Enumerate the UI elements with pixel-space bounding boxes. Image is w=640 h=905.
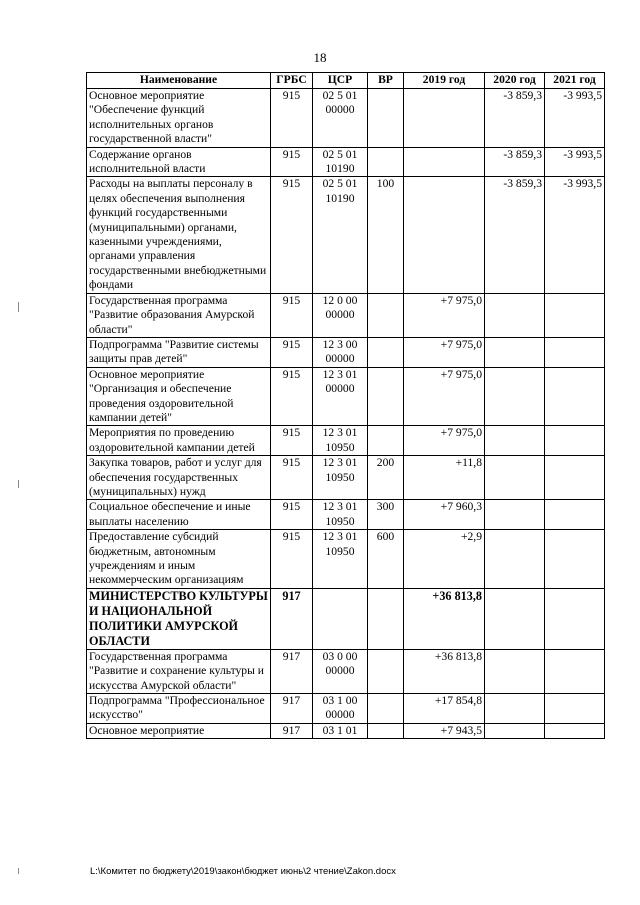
cell-vr: 600: [368, 530, 404, 589]
cell-vr: 200: [368, 456, 404, 500]
cell-y2019: +7 960,3: [404, 500, 485, 530]
cell-name: Основное мероприятие "Обеспечение функций исполнительных органов государственной власти": [87, 89, 271, 148]
cell-y2020: [485, 694, 545, 724]
cell-y2021: [545, 500, 605, 530]
cell-name: Государственная программа "Развитие и сохранение культуры и искусства Амурской области": [87, 649, 271, 693]
cell-y2020: [485, 456, 545, 500]
cell-name: Основное мероприятие: [87, 723, 271, 738]
cell-y2021: [545, 337, 605, 367]
cell-grbs: 915: [271, 147, 313, 177]
cell-y2019: +7 975,0: [404, 426, 485, 456]
cell-name: Предоставление субсидий бюджетным, автономным учреждениям и иным некоммерческим организациям: [87, 530, 271, 589]
cell-csr: 12 3 01 10950: [313, 500, 368, 530]
cell-y2020: [485, 426, 545, 456]
table-row: [87, 456, 605, 500]
table-row: [87, 723, 605, 738]
header-2021: 2021 год: [545, 73, 605, 89]
header-2020: 2020 год: [485, 73, 545, 89]
cell-grbs: 917: [271, 694, 313, 724]
cell-vr: [368, 337, 404, 367]
cell-y2020: -3 859,3: [485, 177, 545, 293]
cell-csr: 12 3 00 00000: [313, 337, 368, 367]
cell-y2021: -3 993,5: [545, 147, 605, 177]
cell-y2019: +36 813,8: [404, 649, 485, 693]
cell-y2021: [545, 530, 605, 589]
cell-y2019: +2,9: [404, 530, 485, 589]
cell-grbs: 917: [271, 723, 313, 738]
cell-grbs: 915: [271, 530, 313, 589]
table-row: [87, 426, 605, 456]
scan-mark: [18, 868, 19, 874]
cell-y2020: -3 859,3: [485, 89, 545, 148]
cell-name: Расходы на выплаты персоналу в целях обеспечения выполнения функций государственными (муниципальными) органами, казенными учреждениями, органами управления государственными внебюджетными фондами: [87, 177, 271, 293]
cell-y2021: [545, 367, 605, 426]
cell-vr: [368, 89, 404, 148]
cell-grbs: 915: [271, 426, 313, 456]
cell-y2020: [485, 337, 545, 367]
table-row: [87, 177, 605, 293]
cell-y2019: +7 975,0: [404, 293, 485, 337]
cell-y2021: [545, 649, 605, 693]
cell-csr: 03 0 00 00000: [313, 649, 368, 693]
cell-name: Подпрограмма "Профессиональное искусство": [87, 694, 271, 724]
cell-name: Основное мероприятие "Организация и обеспечение проведения оздоровительной кампании детей": [87, 367, 271, 426]
cell-grbs: 915: [271, 337, 313, 367]
cell-y2019: +7 975,0: [404, 367, 485, 426]
table-row: [87, 649, 605, 693]
cell-csr: 12 3 01 00000: [313, 367, 368, 426]
header-2019: 2019 год: [404, 73, 485, 89]
cell-grbs: 915: [271, 456, 313, 500]
cell-grbs: 915: [271, 293, 313, 337]
header-grbs: ГРБС: [271, 73, 313, 89]
cell-vr: 300: [368, 500, 404, 530]
table-body: [87, 89, 605, 739]
cell-y2021: [545, 426, 605, 456]
cell-y2019: +36 813,8: [404, 588, 485, 649]
scan-mark: [18, 480, 19, 488]
cell-y2019: [404, 147, 485, 177]
cell-vr: [368, 147, 404, 177]
cell-y2020: [485, 500, 545, 530]
cell-csr: 02 5 01 10190: [313, 177, 368, 293]
cell-vr: [368, 367, 404, 426]
cell-name: МИНИСТЕРСТВО КУЛЬТУРЫ И НАЦИОНАЛЬНОЙ ПОЛИТИКИ АМУРСКОЙ ОБЛАСТИ: [87, 588, 271, 649]
cell-csr: 03 1 01: [313, 723, 368, 738]
cell-y2021: [545, 588, 605, 649]
cell-y2021: [545, 456, 605, 500]
cell-grbs: 917: [271, 588, 313, 649]
cell-y2019: +17 854,8: [404, 694, 485, 724]
cell-y2020: [485, 293, 545, 337]
cell-y2020: -3 859,3: [485, 147, 545, 177]
cell-y2019: [404, 89, 485, 148]
table-row: [87, 694, 605, 724]
table-row: [87, 89, 605, 148]
cell-name: Закупка товаров, работ и услуг для обеспечения государственных (муниципальных) нужд: [87, 456, 271, 500]
cell-y2019: +7 975,0: [404, 337, 485, 367]
cell-grbs: 915: [271, 500, 313, 530]
cell-vr: [368, 649, 404, 693]
table-row: [87, 367, 605, 426]
cell-name: Мероприятия по проведению оздоровительной кампании детей: [87, 426, 271, 456]
cell-csr: 12 3 01 10950: [313, 530, 368, 589]
budget-table: [86, 72, 605, 739]
table-header-row: [87, 73, 605, 89]
header-csr: ЦСР: [313, 73, 368, 89]
table-row: [87, 530, 605, 589]
cell-name: Содержание органов исполнительной власти: [87, 147, 271, 177]
page-number: 18: [313, 50, 327, 65]
cell-y2020: [485, 649, 545, 693]
header-name: Наименование: [87, 73, 271, 89]
cell-y2021: -3 993,5: [545, 177, 605, 293]
header-vr: ВР: [368, 73, 404, 89]
table-row: [87, 337, 605, 367]
cell-name: Социальное обеспечение и иные выплаты населению: [87, 500, 271, 530]
cell-y2019: +7 943,5: [404, 723, 485, 738]
cell-csr: 03 1 00 00000: [313, 694, 368, 724]
table-row: [87, 293, 605, 337]
cell-grbs: 915: [271, 367, 313, 426]
scan-mark: [18, 302, 19, 312]
cell-y2020: [485, 723, 545, 738]
cell-y2021: -3 993,5: [545, 89, 605, 148]
cell-vr: [368, 723, 404, 738]
cell-csr: 02 5 01 10190: [313, 147, 368, 177]
cell-y2020: [485, 588, 545, 649]
cell-y2019: [404, 177, 485, 293]
cell-csr: 12 0 00 00000: [313, 293, 368, 337]
cell-grbs: 915: [271, 89, 313, 148]
cell-csr: 12 3 01 10950: [313, 456, 368, 500]
table-row: [87, 147, 605, 177]
cell-name: Подпрограмма "Развитие системы защиты прав детей": [87, 337, 271, 367]
cell-grbs: 917: [271, 649, 313, 693]
cell-y2020: [485, 367, 545, 426]
cell-grbs: 915: [271, 177, 313, 293]
cell-csr: 02 5 01 00000: [313, 89, 368, 148]
table-row: [87, 588, 605, 649]
cell-csr: 12 3 01 10950: [313, 426, 368, 456]
cell-vr: [368, 694, 404, 724]
cell-y2020: [485, 530, 545, 589]
cell-y2019: +11,8: [404, 456, 485, 500]
cell-name: Государственная программа "Развитие образования Амурской области": [87, 293, 271, 337]
cell-vr: [368, 293, 404, 337]
cell-y2021: [545, 723, 605, 738]
cell-vr: 100: [368, 177, 404, 293]
cell-vr: [368, 588, 404, 649]
table-row: [87, 500, 605, 530]
cell-csr: [313, 588, 368, 649]
cell-vr: [368, 426, 404, 456]
cell-y2021: [545, 293, 605, 337]
cell-y2021: [545, 694, 605, 724]
file-path-footer: L:\Комитет по бюджету\2019\закон\бюджет июнь\2 чтение\Zakon.docx: [90, 866, 396, 877]
